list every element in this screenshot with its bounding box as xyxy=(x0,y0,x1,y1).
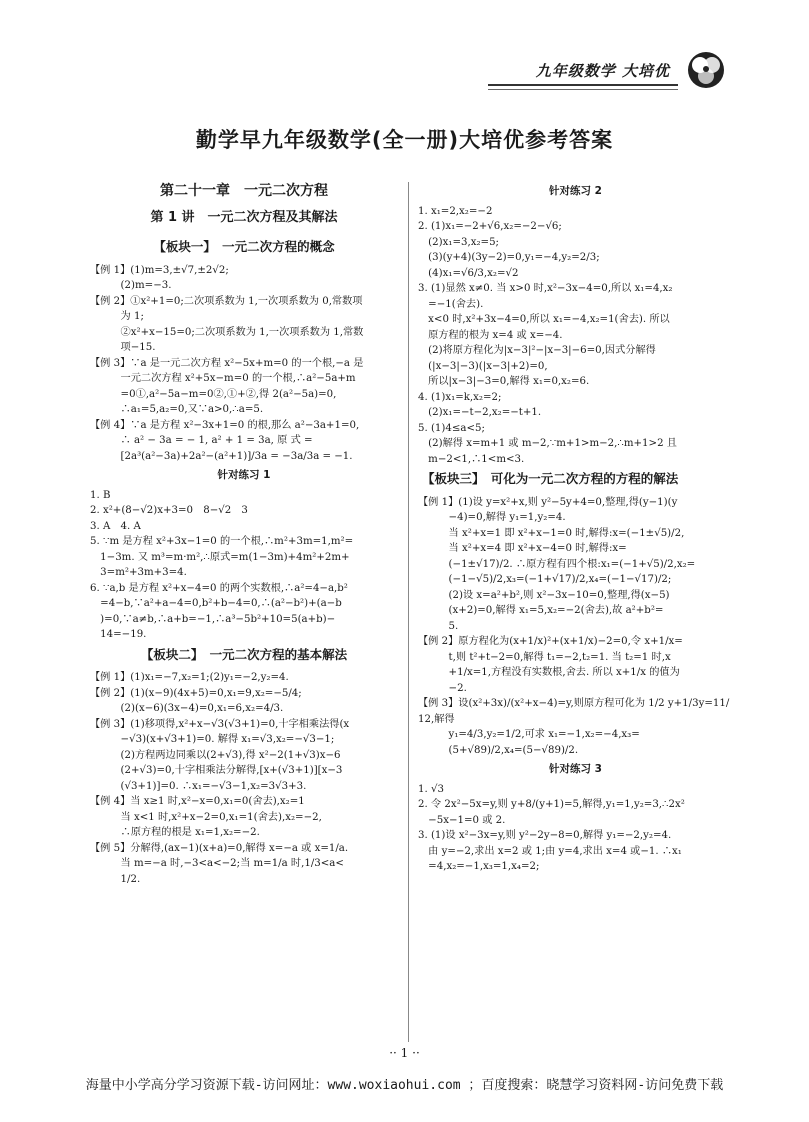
answer-line: ②x²+x−15=0;二次项系数为 1,一次项系数为 1,常数 xyxy=(90,326,364,338)
block2-content xyxy=(90,670,398,887)
chapter-heading: 第二十一章 一元二次方程 xyxy=(160,183,328,199)
answer-line: (−1±√17)/2. ∴原方程有四个根:x₁=(−1+√5)/2,x₂= xyxy=(418,558,696,570)
answer-line: (2)解得 x=m+1 或 m−2,∵m+1>m−2,∴m+1>2 且 xyxy=(418,438,677,449)
answer-line: [2a³(a²−3a)+2a²−(a²+1)]/3a = −3a/3a = −1. xyxy=(90,450,353,462)
answer-line: +1/x=1,方程没有实数根,舍去. 所以 x+1/x 的值为 xyxy=(418,667,680,678)
answer-line: (2)设 x=a²+b²,则 x²−3x−10=0,整理,得(x−5) xyxy=(418,589,670,601)
right-column xyxy=(418,180,733,875)
answer-line: 5. xyxy=(418,620,459,632)
answer-line: (2+√3)=0,十字相乘法分解得,[x+(√3+1)][x−3 xyxy=(90,765,343,776)
answer-line: 【例 1】(1)x₁=−7,x₂=1;(2)y₁=−2,y₂=4. xyxy=(90,672,289,683)
answer-line: (4)x₁=√6/3,x₂=√2 xyxy=(418,267,519,279)
answer-line: (2)(x−6)(3x−4)=0,x₁=6,x₂=4/3. xyxy=(90,703,284,714)
answer-line: (√3+1)]=0. ∴x₁=−√3−1,x₂=3√3+3. xyxy=(90,780,307,792)
block-heading-1: 【板块一】 一元二次方程的概念 xyxy=(153,239,335,254)
answer-line: 4. (1)x₁=k,x₂=2; xyxy=(418,391,502,403)
answer-line: 1. √3 xyxy=(418,783,444,795)
answer-line: ∴ a² − 3a = − 1, a² + 1 = 3a, 原 式 = xyxy=(90,435,313,446)
page-number: ·· 1 ·· xyxy=(389,1046,420,1060)
answer-line: 当 x<1 时,x²+x−2=0,x₁=1(舍去),x₂=−2, xyxy=(90,811,322,823)
answer-line: 所以|x−3|−3=0,解得 x₁=0,x₂=6. xyxy=(418,376,590,387)
answer-line: ∴a₁=5,a₂=0,又∵a>0,∴a=5. xyxy=(90,404,264,415)
answer-line: (|x−3|−3)(|x−3|+2)=0, xyxy=(418,360,548,372)
answer-line: 1/2. xyxy=(90,873,141,885)
answer-line: (5+√89)/2,x₄=(5−√89)/2. xyxy=(418,744,579,756)
left-column xyxy=(90,180,398,887)
answer-line: 2. 令 2x²−5x=y,则 y+8/(y+1)=5,解得,y₁=1,y₂=3,∴2x² xyxy=(418,799,685,810)
answer-line: 当 x²+x=1 即 x²+x−1=0 时,解得:x=(−1±√5)/2, xyxy=(418,527,685,539)
answer-line: =4−b,∵a²+a−4=0,b²+b−4=0,∴(a²−b²)+(a−b xyxy=(90,598,342,609)
answer-line: 1. B xyxy=(90,489,111,501)
answer-line: t,则 t²+t−2=0,解得 t₁=−2,t₂=1. 当 t₂=1 时,x xyxy=(418,651,671,663)
answer-line: 项−15. xyxy=(90,342,156,353)
answer-line: 【例 3】(1)移项得,x²+x−√3(√3+1)=0,十字相乘法得(x xyxy=(90,718,350,730)
answer-line: 由 y=−2,求出 x=2 或 1;由 y=4,求出 x=4 或−1. ∴x₁ xyxy=(418,845,682,857)
answer-line: 一元二次方程 x²+5x−m=0 的一个根,∴a²−5a+m xyxy=(90,373,356,384)
practice-heading-3: 针对练习 3 xyxy=(549,763,602,775)
answer-line: 5. (1)4≤a<5; xyxy=(418,422,485,434)
answer-line: −4)=0,解得 y₁=1,y₂=4. xyxy=(418,512,566,523)
practice1-content xyxy=(90,488,398,643)
answer-line: 为 1; xyxy=(90,311,144,322)
practice-heading-2: 针对练习 2 xyxy=(549,185,602,197)
answer-line: 当 x²+x=4 即 x²+x−4=0 时,解得:x= xyxy=(418,543,627,554)
answer-line: 1−3m. 又 m³=m·m²,∴原式=m(1−3m)+4m²+2m+ xyxy=(90,551,350,563)
answer-line: 3. (1)显然 x≠0. 当 x>0 时,x²−3x−4=0,所以 x₁=4,x₂ xyxy=(418,283,673,294)
answer-line: 3. (1)设 x²−3x=y,则 y²−2y−8=0,解得 y₁=−2,y₂=4. xyxy=(418,830,672,841)
answer-line: 5. ∵m 是方程 x²+3x−1=0 的一个根,∴m²+3m=1,m²= xyxy=(90,536,354,547)
answer-line: 6. ∵a,b 是方程 x²+x−4=0 的两个实数根,∴a²=4−a,b² xyxy=(90,582,348,594)
answer-line: 【例 5】分解得,(ax−1)(x+a)=0,解得 x=−a 或 x=1/a. xyxy=(90,842,349,854)
answer-line: =4,x₂=−1,x₃=1,x₄=2; xyxy=(418,861,540,872)
answer-line: 2. (1)x₁=−2+√6,x₂=−2−√6; xyxy=(418,221,562,232)
lesson-heading: 第 1 讲 一元二次方程及其解法 xyxy=(150,209,338,225)
answer-line: (3)(y+4)(3y−2)=0,y₁=−4,y₂=2/3; xyxy=(418,252,600,263)
answer-line: 3=m²+3m+3=4. xyxy=(90,567,187,578)
answer-line: 【例 3】设(x²+3x)/(x²+x−4)=y,则原方程可化为 1/2 y+1/3y=11/12,解得 xyxy=(418,698,730,725)
answer-line: (2)将原方程化为|x−3|²−|x−3|−6=0,因式分解得 xyxy=(418,345,656,356)
answer-line: =−1(舍去). xyxy=(418,298,484,310)
answer-line: x<0 时,x²+3x−4=0,所以 x₁=−4,x₂=1(舍去). 所以 xyxy=(418,314,670,325)
running-header xyxy=(488,54,718,86)
answer-line: m−2<1,∴1<m<3. xyxy=(418,453,525,465)
answer-line: 【例 2】原方程化为(x+1/x)²+(x+1/x)−2=0,令 x+1/x= xyxy=(418,636,683,647)
block-heading-3: 【板块三】 可化为一元二次方程的方程的解法 xyxy=(422,471,679,486)
answer-line: =0①,a²−5a−m=0②,①+②,得 2(a²−5a)=0, xyxy=(90,388,337,400)
answer-line: )=0,∵a≠b,∴a+b=−1,∴a³−5b²+10=5(a+b)− xyxy=(90,613,336,625)
answer-line: (x+2)=0,解得 x₁=5,x₂=−2(舍去),故 a²+b²= xyxy=(418,605,664,616)
block1-content xyxy=(90,263,398,465)
answer-line: ∴原方程的根是 x₁=1,x₂=−2. xyxy=(90,827,260,838)
answer-line: 【例 2】①x²+1=0;二次项系数为 1,一次项系数为 0,常数项 xyxy=(90,295,363,307)
practice3-content xyxy=(418,782,733,875)
block-heading-2: 【板块二】 一元二次方程的基本解法 xyxy=(140,646,348,662)
answer-line: 【例 2】(1)(x−9)(4x+5)=0,x₁=9,x₂=−5/4; xyxy=(90,687,302,699)
answer-line: 【例 1】(1)设 y=x²+x,则 y²−5y+4=0,整理,得(y−1)(y xyxy=(418,496,678,508)
answer-line: 3. A 4. A xyxy=(90,520,141,532)
running-title: 九年级数学 大培优 xyxy=(535,62,670,80)
answer-line: 【例 3】∵a 是一元二次方程 x²−5x+m=0 的一个根,−a 是 xyxy=(90,357,364,369)
answer-line: (2)x₁=−t−2,x₂=−t+1. xyxy=(418,407,542,418)
answer-line: −√3)(x+√3+1)=0. 解得 x₁=√3,x₂=−√3−1; xyxy=(90,734,335,745)
answer-line: y₁=4/3,y₂=1/2,可求 x₁=−1,x₂=−4,x₃= xyxy=(418,729,640,740)
tri-circle-logo-icon xyxy=(686,50,726,90)
block3-content xyxy=(418,495,733,759)
answer-line: (2)方程两边同乘以(2+√3),得 x²−2(1+√3)x−6 xyxy=(90,749,341,761)
page-title: 勤学早九年级数学(全一册)大培优参考答案 xyxy=(195,128,614,152)
footer-banner: 海量中小学高分学习资源下载-访问网址：www.woxiaohui.com ；百度搜索：晓慧学习资料网-访问免费下载 xyxy=(85,1078,724,1093)
answer-line: −5x−1=0 或 2. xyxy=(418,814,506,826)
answer-line: −2. xyxy=(418,682,467,694)
answer-line: 当 m=−a 时,−3<a<−2;当 m=1/a 时,1/3<a< xyxy=(90,858,344,869)
answer-line: 【例 4】当 x≥1 时,x²−x=0,x₁=0(舍去),x₂=1 xyxy=(90,796,305,807)
answer-line: 【例 4】∵a 是方程 x²−3x+1=0 的根,那么 a²−3a+1=0, xyxy=(90,419,360,431)
answer-line: (2)x₁=3,x₂=5; xyxy=(418,236,499,248)
answer-line: 2. x²+(8−√2)x+3=0 8−√2 3 xyxy=(90,505,248,516)
answer-line: 1. x₁=2,x₂=−2 xyxy=(418,205,493,217)
column-divider xyxy=(408,182,409,1042)
answer-line: (2)m=−3. xyxy=(90,280,172,291)
answer-line: (−1−√5)/2,x₃=(−1+√17)/2,x₄=(−1−√17)/2; xyxy=(418,574,672,585)
answer-line: 【例 1】(1)m=3,±√7,±2√2; xyxy=(90,264,229,276)
header-rule xyxy=(488,84,678,86)
header-rule-thin xyxy=(488,89,678,90)
answer-line: 原方程的根为 x=4 或 x=−4. xyxy=(418,329,563,341)
practice2-content xyxy=(418,204,733,468)
answer-line: 14=−19. xyxy=(90,629,147,640)
practice-heading-1: 针对练习 1 xyxy=(217,469,271,481)
